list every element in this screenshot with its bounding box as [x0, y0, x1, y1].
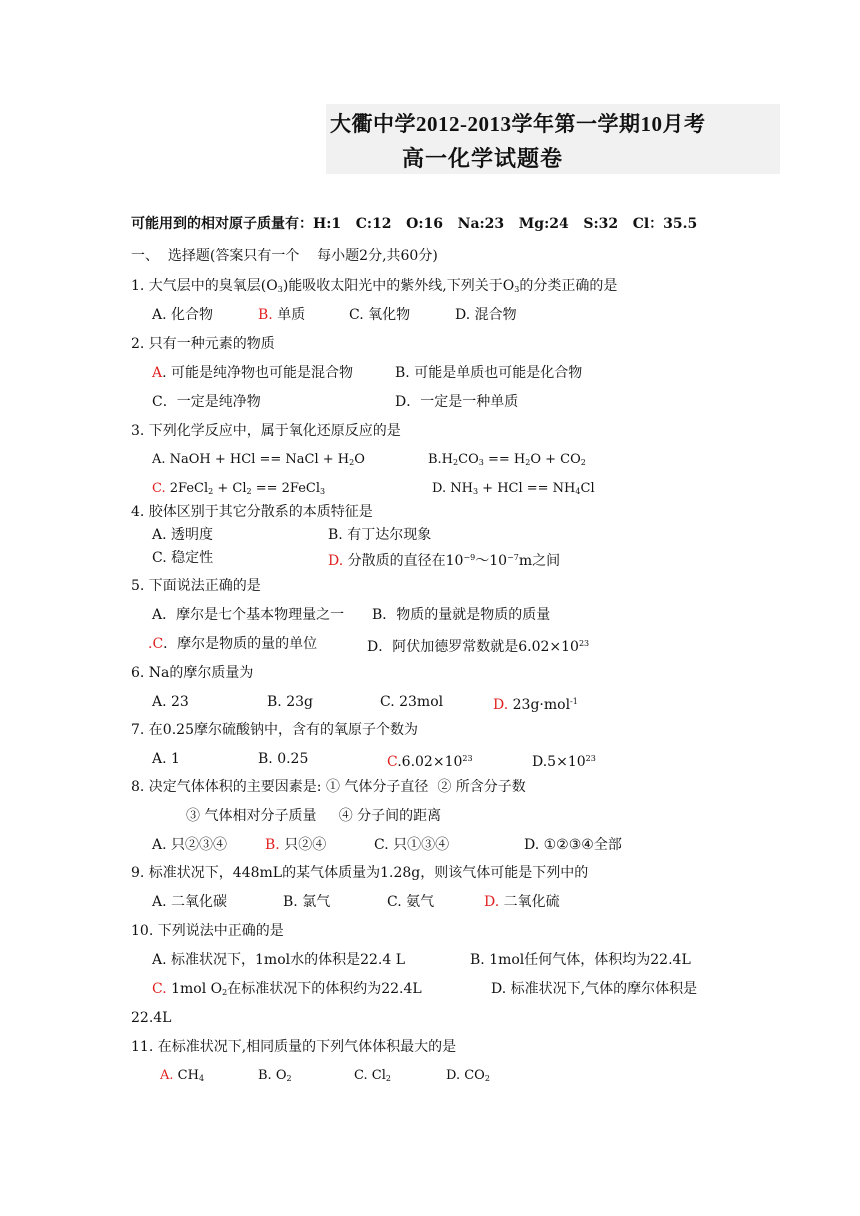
q9-option-b: B. 氯气 — [283, 894, 331, 910]
q9-option-a: A. 二氧化碳 — [152, 894, 228, 910]
q7-option-c: $C.6.02\times 10^{23}$ — [387, 754, 473, 770]
q6-option-b: B. 23g — [267, 694, 313, 710]
q6-option-a: A. 23 — [152, 694, 189, 710]
q6-stem: 6. Na的摩尔质量为 — [131, 665, 254, 681]
q5-option-d: D．阿伏加德罗常数就是$6.02\times 10^{23}$ — [367, 639, 590, 655]
q10-stem: 10. 下列说法中正确的是 — [131, 923, 284, 939]
q3-stem: 3. 下列化学反应中，属于氧化还原反应的是 — [131, 423, 401, 439]
q11-stem: 11. 在标准状况下,相同质量的下列气体体积最大的是 — [131, 1039, 457, 1055]
q8-option-d: D. ①②③④全部 — [524, 837, 622, 853]
q2-option-a: A. 可能是纯净物也可能是混合物 — [152, 365, 354, 381]
q9-option-d: D. 二氧化硫 — [484, 894, 560, 910]
q3-option-c: C. 2FeCl$_2$ + $Cl_2$ == 2FeCl$_3$ — [152, 481, 326, 496]
q10-option-d-wrap: 22.4L — [131, 1010, 172, 1026]
q4-option-c: C. 稳定性 — [152, 550, 214, 566]
q2-option-b: B. 可能是单质也可能是化合物 — [395, 365, 583, 381]
q11-option-d: D. $CO_2$ — [446, 1068, 490, 1083]
q1-stem: 1. 大气层中的臭氧层$(O_3)$能吸收太阳光中的紫外线,下列关于$O_3$的分类正确的是 — [131, 278, 618, 294]
q8-option-c: C. 只①③④ — [374, 837, 450, 853]
q5-option-c: .C．摩尔是物质的量的单位 — [148, 636, 318, 652]
q10-option-c: C. 1mol $O_2$在标准状况下的体积约为22.4L — [152, 981, 422, 997]
q5-option-b: B．物质的量就是物质的质量 — [372, 607, 551, 623]
exam-title: 大衢中学2012-2013学年第一学期10月考 — [330, 112, 706, 136]
q1-option-a: A. 化合物 — [152, 307, 214, 323]
answer-mark: B. — [265, 837, 280, 853]
q1-option-c: C. 氧化物 — [349, 307, 411, 323]
q7-option-a: A. 1 — [152, 751, 180, 767]
atomic-masses: 可能用到的相对原子质量有：H:1 C:12 O:16 Na:23 Mg:24 S:32 Cl：35.5 — [131, 216, 698, 232]
answer-mark: A. — [160, 1068, 174, 1083]
exam-subtitle: 高一化学试题卷 — [402, 146, 564, 171]
q3-option-b: $B.H_2CO_3 == H_2O + CO_2$ — [428, 452, 586, 467]
answer-mark: D. — [493, 697, 509, 713]
q11-option-b: B. $O_2$ — [258, 1068, 292, 1083]
q5-stem: 5. 下面说法正确的是 — [131, 578, 261, 594]
q10-option-b: B. 1mol任何气体，体积均为22.4L — [470, 952, 691, 968]
q4-option-a: A. 透明度 — [152, 527, 214, 543]
q8-stem-continued: ③ 气体相对分子质量 ④ 分子间的距离 — [186, 808, 442, 824]
q7-stem: 7. 在0.25摩尔硫酸钠中，含有的氧原子个数为 — [131, 722, 418, 738]
q2-option-d: D．一定是一种单质 — [395, 394, 519, 410]
answer-mark: D. — [484, 894, 500, 910]
q11-option-a: A. $CH_4$ — [160, 1068, 205, 1083]
q4-stem: 4. 胶体区别于其它分散系的本质特征是 — [131, 504, 373, 520]
q8-stem: 8. 决定气体体积的主要因素是: ① 气体分子直径 ② 所含分子数 — [131, 779, 526, 795]
answer-mark: D. — [328, 553, 344, 569]
q7-option-d: $D.5\times 10^{23}$ — [532, 754, 596, 770]
answer-mark: C. — [152, 481, 166, 496]
q3-option-a: A. NaOH + HCl == NaCl + $H_2O$ — [152, 452, 365, 467]
q8-option-a: A. 只②③④ — [152, 837, 228, 853]
section-heading: 一、 选择题(答案只有一个 每小题2分,共60分) — [131, 248, 438, 264]
answer-mark: C. — [152, 981, 167, 997]
q8-option-b: B. 只②④ — [265, 837, 327, 853]
answer-mark: A — [152, 365, 163, 381]
q10-option-d: D. 标准状况下,气体的摩尔体积是 — [491, 981, 698, 997]
q4-option-d: D. 分散质的直径在$10^{-9}\sim 10^{-7}m$之间 — [328, 553, 561, 569]
q10-option-a: A. 标准状况下，1mol水的体积是22.4 L — [152, 952, 406, 968]
q1-option-d: D. 混合物 — [455, 307, 517, 323]
q1-option-b: B. 单质 — [258, 307, 306, 323]
answer-mark: B. — [258, 307, 273, 323]
q2-option-c: C．一定是纯净物 — [152, 394, 261, 410]
q11-option-c: C. $Cl_2$ — [354, 1068, 391, 1083]
q7-option-b: B. 0.25 — [258, 751, 309, 767]
q3-option-d: D. $NH_3$ + HCl == $NH_4Cl$ — [432, 481, 595, 496]
q9-stem: 9. 标准状况下，448mL的某气体质量为1.28g，则该气体可能是下列中的 — [131, 865, 589, 881]
q9-option-c: C. 氨气 — [387, 894, 435, 910]
answer-mark: C — [387, 754, 398, 770]
q2-stem: 2. 只有一种元素的物质 — [131, 336, 275, 352]
q5-option-a: A．摩尔是七个基本物理量之一 — [152, 607, 345, 623]
q6-option-c: C. 23mol — [380, 694, 444, 710]
q6-option-d: D. 23g·mol$^{-1}$ — [493, 697, 578, 713]
answer-mark: .C — [148, 636, 164, 652]
q4-option-b: B. 有丁达尔现象 — [328, 527, 432, 543]
